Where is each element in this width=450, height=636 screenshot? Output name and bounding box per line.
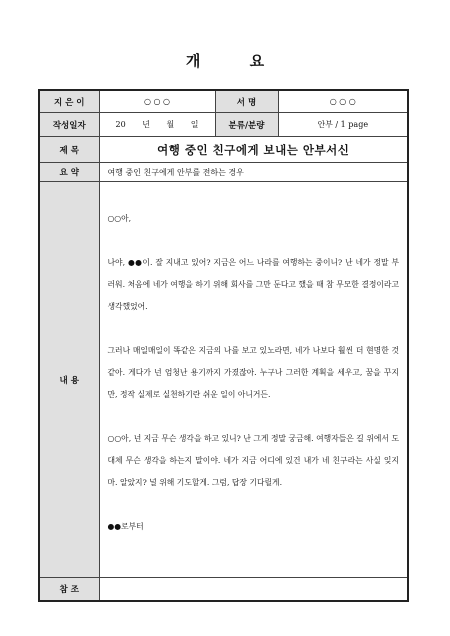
signature-label: 서 명	[215, 90, 278, 113]
subject-row	[39, 137, 408, 163]
content-row	[39, 182, 408, 578]
content-label: 내 용	[39, 182, 99, 578]
letter-paragraph-1: 나야, ●●이. 잘 지내고 있어? 지금은 어느 나라를 여행하는 중이니? 난 네가 정말 부러워. 처음에 네가 여행을 하기 위해 회사를 그만 둔다고 했을 때 참 무모한 결정이라고 생각했었어.	[107, 258, 399, 311]
letter-paragraph-2: 그러나 매일매일이 똑같은 지금의 나를 보고 있노라면, 네가 나보다 훨씬 더 현명한 것 같아. 게다가 넌 엄청난 용기까지 가졌잖아. 누구나 그러한 계획을 세우고, 꿈을 꾸지만, 정작 실제로 실천하기란 쉬운 일이 아니거든.	[107, 346, 399, 399]
content-body	[99, 182, 408, 578]
summary-label: 요 약	[39, 163, 99, 182]
reference-label: 참 조	[39, 578, 99, 602]
letter-paragraph-3: ○○아, 넌 지금 무슨 생각을 하고 있니? 난 그게 정말 궁금해. 여행자들은 길 위에서 도대체 무슨 생각을 하는지 말이야. 네가 지금 어디에 있건 내가 네 친구라는 사실 잊지마. 알았지? 널 위해 기도할게. 그럼, 답장 기다릴게.	[107, 434, 399, 487]
author-row	[39, 90, 408, 113]
reference-row	[39, 578, 408, 602]
overview-form-table	[38, 89, 409, 602]
page-title: 개 요	[185, 52, 287, 70]
date-value: 20 년 월 일	[99, 113, 215, 137]
subject-label: 제 목	[39, 137, 99, 163]
signature-value: ○ ○ ○	[278, 90, 408, 113]
date-row	[39, 113, 408, 137]
reference-value	[99, 578, 408, 602]
letter-greeting: ○○아,	[107, 214, 132, 223]
letter-closing: ●●로부터	[107, 522, 144, 531]
author-value: ○ ○ ○	[99, 90, 215, 113]
summary-row	[39, 163, 408, 182]
date-label: 작성일자	[39, 113, 99, 137]
category-label: 분류/분량	[215, 113, 278, 137]
author-label: 지 은 이	[39, 90, 99, 113]
category-value: 안부 / 1 page	[278, 113, 408, 137]
summary-value: 여행 중인 친구에게 안부를 전하는 경우	[99, 163, 408, 182]
subject-value: 여행 중인 친구에게 보내는 안부서신	[99, 137, 408, 163]
